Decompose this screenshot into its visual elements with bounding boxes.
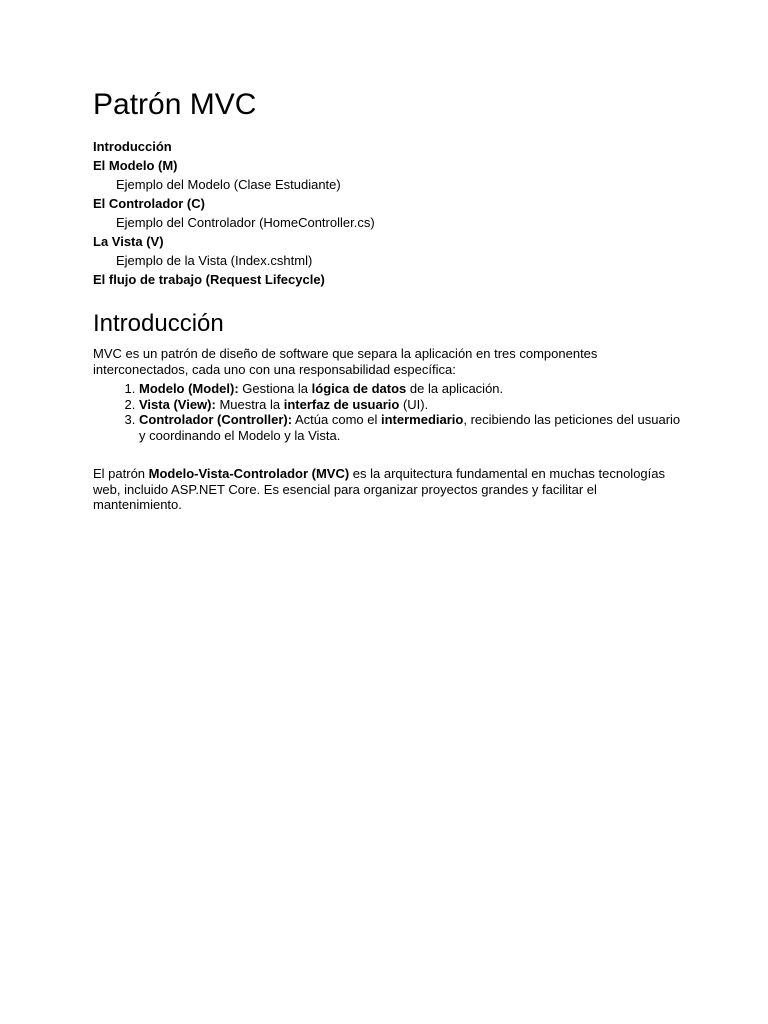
- components-list: [93, 381, 683, 443]
- list-item-text: (UI).: [399, 396, 429, 412]
- section-introduccion: [93, 309, 683, 513]
- list-item-term: Controlador (Controller):: [139, 412, 293, 427]
- list-item-text: Muestra la: [215, 396, 284, 412]
- list-item-text: de la aplicación.: [406, 381, 504, 396]
- toc-item-introduccion[interactable]: Introducción: [93, 139, 172, 154]
- document-title: Patrón MVC: [93, 88, 257, 121]
- list-item-emphasis: interfaz de usuario: [283, 396, 400, 412]
- toc-subitem-ejemplo-modelo[interactable]: Ejemplo del Modelo (Clase Estudiante): [116, 177, 341, 192]
- toc-item-modelo[interactable]: El Modelo (M): [93, 158, 178, 173]
- toc-item-flujo-trabajo[interactable]: El flujo de trabajo (Request Lifecycle): [93, 272, 325, 287]
- list-item-text: Actúa como el: [292, 412, 381, 427]
- list-item-term: Modelo (Model):: [139, 381, 239, 396]
- list-item-text: , recibiendo las peticiones del usuario y coordinando el Modelo y la Vista.: [139, 412, 681, 443]
- document-page: [93, 86, 683, 513]
- list-item: [139, 412, 683, 443]
- closing-text: El patrón: [93, 466, 149, 481]
- toc-subitem-ejemplo-vista[interactable]: Ejemplo de la Vista (Index.cshtml): [116, 253, 313, 268]
- toc-item-controlador[interactable]: El Controlador (C): [93, 196, 205, 211]
- list-item: [139, 381, 683, 397]
- list-item-term: Vista (View):: [139, 396, 216, 412]
- list-item-text: Gestiona la: [238, 381, 312, 396]
- closing-paragraph: [93, 466, 683, 513]
- toc-subitem-ejemplo-controlador[interactable]: Ejemplo del Controlador (HomeController.cs): [116, 215, 375, 230]
- section-heading: Introducción: [93, 310, 224, 337]
- table-of-contents: [93, 137, 683, 289]
- list-item-emphasis: lógica de datos: [311, 381, 407, 396]
- toc-item-vista[interactable]: La Vista (V): [93, 234, 164, 249]
- intro-paragraph: MVC es un patrón de diseño de software que separa la aplicación en tres componentes interconectados, cada uno con una responsabilidad específica:: [93, 346, 598, 377]
- closing-emphasis: Modelo-Vista-Controlador (MVC): [148, 466, 350, 481]
- list-item: [139, 397, 683, 413]
- list-item-emphasis: intermediario: [380, 412, 464, 427]
- closing-text: es la arquitectura fundamental en muchas tecnologías web, incluido ASP.NET Core. Es esencial para organizar proyectos grandes y facilitar el mantenimiento.: [93, 466, 665, 512]
